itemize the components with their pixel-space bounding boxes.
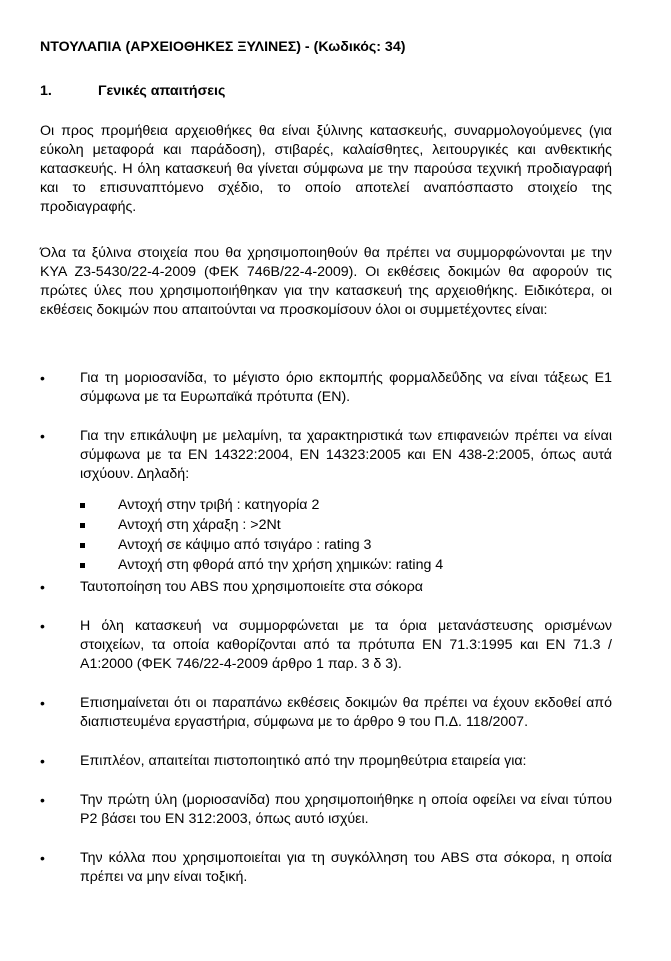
document-title: ΝΤΟΥΛΑΠΙΑ (ΑΡΧΕΙΟΘΗΚΕΣ ΞΥΛΙΝΕΣ) - (Κωδικός: 34): [40, 39, 406, 55]
bullet-text: Την κόλλα που χρησιμοποιείται για τη συγκόλληση του ABS στα σόκορα, η οποία πρέπει να μην είναι τοξική.: [80, 850, 612, 885]
bullet-text: Για την επικάλυψη με μελαμίνη, τα χαρακτηριστικά των επιφανειών πρέπει να είναι σύμφωνα με τα ΕΝ 14322:2004, ΕΝ 14323:2005 και ΕΝ 438-2:2005, όπως αυτά ισχύουν. Δηλαδή:: [80, 428, 612, 482]
section-number: 1.: [40, 83, 52, 99]
paragraph-materials: Όλα τα ξύλινα στοιχεία που θα χρησιμοποιηθούν θα πρέπει να συμμορφώνονται με την ΚΥΑ Ζ3-5430/22-4-2009 (ΦΕΚ 746Β/22-4-2009). Οι εκθέσεις δοκιμών θα αφορούν τις πρώτες ύλες που χρησιμοποιήθηκαν για την κατασκευή της αρχειοθήκης. Ειδικότερα, οι εκθέσεις δοκιμών που απαιτούνται να προσκομίσουν όλοι οι συμμετέχοντες είναι:: [40, 245, 612, 318]
bullet-text: Ταυτοποίηση του ABS που χρησιμοποιείτε στα σόκορα: [80, 579, 423, 595]
section-heading: [40, 82, 225, 101]
bullet-icon: •: [40, 370, 45, 386]
bullet-text: Για τη μοριοσανίδα, το μέγιστο όριο εκπομπής φορμαλδεΰδης να είναι τάξεως Ε1 σύμφωνα με τα Ευρωπαϊκά πρότυπα (ΕΝ).: [80, 370, 612, 405]
bullet-text: Την πρώτη ύλη (μοριοσανίδα) που χρησιμοποιήθηκε η οποία οφείλει να είναι τύπου Ρ2 βάσει του ΕΝ 312:2003, όπως αυτό ισχύει.: [80, 792, 612, 827]
bullet-icon: •: [40, 792, 45, 808]
bullet-icon: •: [40, 618, 45, 634]
square-bullet-icon: [80, 563, 85, 568]
sub-bullet-text: Αντοχή σε κάψιμο από τσιγάρο : rating 3: [118, 537, 372, 553]
sub-bullet-text: Αντοχή στη χάραξη : >2Nt: [118, 517, 281, 533]
square-bullet-icon: [80, 543, 85, 548]
bullet-icon: •: [40, 850, 45, 866]
bullet-text: Η όλη κατασκευή να συμμορφώνεται με τα όρια μετανάστευσης ορισμένων στοιχείων, τα οποία καθορίζονται από τα πρότυπα ΕΝ 71.3:1995 και ΕΝ 71.3 /Α1:2000 (ΦΕΚ 746/22-4-2009 άρθρο 1 παρ. 3 δ 3).: [80, 618, 612, 672]
bullet-icon: •: [40, 695, 45, 711]
bullet-icon: •: [40, 753, 45, 769]
square-bullet-icon: [80, 503, 85, 508]
bullet-icon: •: [40, 428, 45, 444]
sub-bullet-text: Αντοχή στη φθορά από την χρήση χημικών: rating 4: [118, 557, 444, 573]
sub-bullet-text: Αντοχή στην τριβή : κατηγορία 2: [118, 497, 320, 513]
paragraph-intro: Οι προς προμήθεια αρχειοθήκες θα είναι ξύλινης κατασκευής, συναρμολογούμενες (για εύκολη μεταφορά και παράδοση), στιβαρές, καλαίσθητες, λειτουργικές και ανθεκτικής κατασκευής. Η όλη κατασκευή θα γίνεται σύμφωνα με την παρούσα τεχνική προδιαγραφή και το επισυναπτόμενο σχέδιο, το οποίο αποτελεί αναπόσπαστο στοιχείο της προδιαγραφής.: [40, 123, 612, 215]
bullet-text: Επιπλέον, απαιτείται πιστοποιητικό από την προμηθεύτρια εταιρεία για:: [80, 753, 527, 769]
section-title: Γενικές απαιτήσεις: [98, 83, 226, 99]
bullet-icon: •: [40, 579, 45, 595]
square-bullet-icon: [80, 523, 85, 528]
bullet-text: Επισημαίνεται ότι οι παραπάνω εκθέσεις δοκιμών θα πρέπει να έχουν εκδοθεί από διαπιστευμένα εργαστήρια, σύμφωνα με το άρθρο 9 του Π.Δ. 118/2007.: [80, 695, 612, 730]
